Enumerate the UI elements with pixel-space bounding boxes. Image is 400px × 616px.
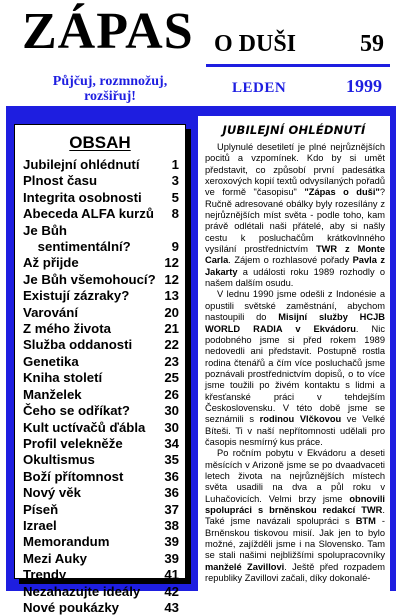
toc-item-title: Píseň: [23, 501, 59, 517]
toc-item: [23, 173, 179, 189]
issue-date: [232, 76, 382, 97]
article-emphasis: Pavla z Jakarty: [205, 255, 385, 277]
issue-number: 59: [360, 31, 384, 57]
toc-item: [23, 354, 179, 370]
toc-item: [23, 502, 179, 518]
toc-item: [23, 255, 179, 271]
toc-item-page: 35: [164, 452, 179, 468]
toc-item: [23, 206, 179, 222]
toc-item-title: Kniha století: [23, 370, 103, 386]
article-text-run: Uplynulé desetiletí je plné nejrůznějších pocitů a vzpomínek. Kdo by si umět představit, co způsobí první padesátka xeroxových kopií textů odvysílaných pořadů ve formě "časopisu": [205, 142, 385, 198]
toc-item-title: Trendy: [23, 567, 67, 583]
article-emphasis: TWR z Monte Carla: [205, 244, 385, 266]
issue-year: 1999: [346, 76, 382, 96]
toc-item-page: 26: [164, 386, 179, 402]
toc-item-title: Izrael: [23, 517, 57, 533]
toc-item-title: Je Bůh: [23, 222, 67, 238]
toc-item-title: Memorandum: [23, 534, 110, 550]
issue-label: [214, 30, 384, 58]
article-text-run: . Nic podobného jsme si před rokem 1989 nedovedli ani představit. Postupně rostla rodina čtenářů a čím více posluchačů jsme poznávali prostřednictvím dopisů, o to více jsme toužili po živém kontaktu s lidmi a křesťanské práci v tehdejším Československu. V této době jsme se seznámili s: [205, 323, 385, 425]
toc-item-page: 36: [164, 468, 179, 484]
toc-item: [23, 469, 179, 485]
toc-item-page: 41: [164, 567, 179, 583]
toc-item: [23, 600, 179, 616]
toc-list: [15, 157, 185, 616]
toc-item-title: Nový věk: [23, 485, 81, 501]
toc-item-page: 38: [164, 517, 179, 533]
masthead-title: ZÁPAS: [22, 3, 194, 60]
toc-item-title: Čeho se odříkat?: [23, 403, 130, 419]
toc-item-page: 39: [164, 534, 179, 550]
article-paragraph: [205, 448, 385, 584]
toc-item: [23, 551, 179, 567]
toc-item-page: 12: [164, 271, 179, 287]
toc-item: [23, 223, 179, 239]
toc-item-title: Mezi Auky: [23, 550, 87, 566]
article-emphasis: "Zápas o duši": [304, 187, 380, 198]
toc-item: [23, 321, 179, 337]
toc-item: [23, 436, 179, 452]
toc-item-title: Existují zázraky?: [23, 288, 130, 304]
toc-heading: OBSAH: [69, 133, 131, 152]
toc-item-title: Kult uctívačů ďábla: [23, 419, 146, 435]
toc-item: [23, 420, 179, 436]
article-text-run: Po ročním pobytu v Ekvádoru a deseti měsících v Arizoně jsme se po dvaadvaceti letech života na nejrůznějších místech světa usadili na dva a půl roku v Luhačovicích. Velmi brzy jsme: [205, 448, 385, 504]
article-text-run: . Ještě před rozpadem republiky Zavillovi začali, díky dokonalé-: [205, 561, 385, 584]
toc-item: [23, 387, 179, 403]
article-paragraph: [205, 289, 385, 448]
toc-item-title: Genetika: [23, 353, 79, 369]
toc-item: [23, 485, 179, 501]
toc-item-page: 30: [164, 419, 179, 435]
toc-item: [23, 567, 179, 583]
toc-item-page: 34: [164, 435, 179, 451]
toc-item-page: 39: [164, 550, 179, 566]
toc-item-page: 22: [164, 337, 179, 353]
article-title: JUBILEJNÍ OHLÉDNUTÍ: [222, 123, 366, 137]
article-text-run: a události roku 1989 rozhodly o našem dalším osudu.: [205, 266, 385, 289]
article: [198, 116, 390, 591]
toc-item-title: Z mého života: [23, 321, 111, 337]
toc-item-title: Okultismus: [23, 452, 95, 468]
toc-item-page: 30: [164, 403, 179, 419]
toc-item-page: 5: [171, 189, 179, 205]
toc-item-page: 9: [171, 239, 179, 255]
article-text-run: ve Velké Bíteši. Ti v naší nepřítomnosti udělali pro časopis nesmírný kus práce.: [205, 414, 385, 447]
toc-item-page: 8: [171, 206, 179, 222]
toc-item-page: 37: [164, 501, 179, 517]
toc-item-title: Je Bůh všemohoucí?: [23, 271, 156, 287]
toc-item-title: Jubilejní ohlédnutí: [23, 157, 140, 172]
toc-item-title: Boží přítomnost: [23, 468, 124, 484]
article-text-run: - Brněnskou tiskovou misií. Jak jen to bylo možné, zajížděli jsme i na Slovensko. Tam se stali našimi nejbližšími spolupracovníky: [205, 516, 385, 561]
toc-item-page: 21: [164, 321, 179, 337]
article-emphasis: BTM: [355, 516, 376, 527]
toc-item-page: 43: [164, 599, 179, 615]
article-body: [198, 138, 390, 584]
article-paragraph: [205, 142, 385, 289]
toc-item: [23, 305, 179, 321]
article-emphasis: obnovili spolupráci s brněnskou redakcí TWR: [205, 493, 385, 515]
toc-item-page: 36: [164, 485, 179, 501]
toc-item: [23, 452, 179, 468]
article-emphasis: rodinou Vlčkovou: [259, 414, 342, 425]
toc-item-page: 42: [164, 583, 179, 599]
toc-item: [23, 370, 179, 386]
article-text-run: . Zájem o rozhlasové pořady: [228, 255, 353, 266]
toc-item: [23, 403, 179, 419]
toc-item: [23, 157, 179, 173]
table-of-contents: [14, 124, 186, 615]
toc-item-title: Varování: [23, 304, 78, 320]
toc-item-page: 3: [171, 173, 179, 189]
article-text-run: ? Ručně adresované obálky byly rozesílány z nejrůznějších míst světa - podle toho, kam právě odlétali naši přátelé, aby si našly cestu k posluchačům krátkovlnného vysílání prostřednictvím: [205, 187, 385, 255]
toc-item-title: sentimentální?: [23, 239, 131, 255]
toc-item-title: Profil velekněže: [23, 435, 123, 451]
article-emphasis: Misijní služby HCJB WORLD RADIA v Ekvádoru: [205, 312, 385, 334]
toc-item: [23, 190, 179, 206]
toc-item-title: Nezahazujte ideály: [23, 583, 141, 599]
toc-item: [23, 518, 179, 534]
toc-item-title: Služba oddanosti: [23, 337, 133, 353]
toc-item: [23, 288, 179, 304]
toc-item-page: 23: [164, 353, 179, 369]
toc-item-page: 13: [164, 288, 179, 304]
toc-item-page: 25: [164, 370, 179, 386]
toc-item-title: Nové poukázky: [23, 599, 120, 615]
toc-item-title: Abeceda ALFA kurzů: [23, 206, 154, 222]
toc-item: [23, 239, 179, 255]
toc-item-title: Manželek: [23, 386, 82, 402]
toc-item-page: 12: [164, 255, 179, 271]
issue-prefix: O DUŠI: [214, 31, 297, 57]
masthead-slogan: Půjčuj, rozmnožuj, rozšiřuj!: [52, 74, 168, 104]
toc-item-title: Až přijde: [23, 255, 79, 271]
toc-item-page: 20: [164, 304, 179, 320]
toc-item-page: 1: [171, 157, 179, 172]
toc-item: [23, 272, 179, 288]
toc-item: [23, 584, 179, 600]
article-text-run: V lednu 1990 jsme odešli z Indonésie a opustili světské zaměstnání, abychom nastoupili do: [205, 289, 385, 323]
article-text-run: . Také jsme navázali spolupráci s: [205, 505, 385, 527]
toc-item-title: Plnost času: [23, 173, 98, 189]
toc-item: [23, 534, 179, 550]
toc-item-title: Integrita osobnosti: [23, 189, 142, 205]
article-emphasis: manželé Zavillovi: [205, 561, 285, 572]
toc-item: [23, 337, 179, 353]
masthead-divider: [206, 64, 390, 67]
issue-month: LEDEN: [232, 80, 287, 96]
